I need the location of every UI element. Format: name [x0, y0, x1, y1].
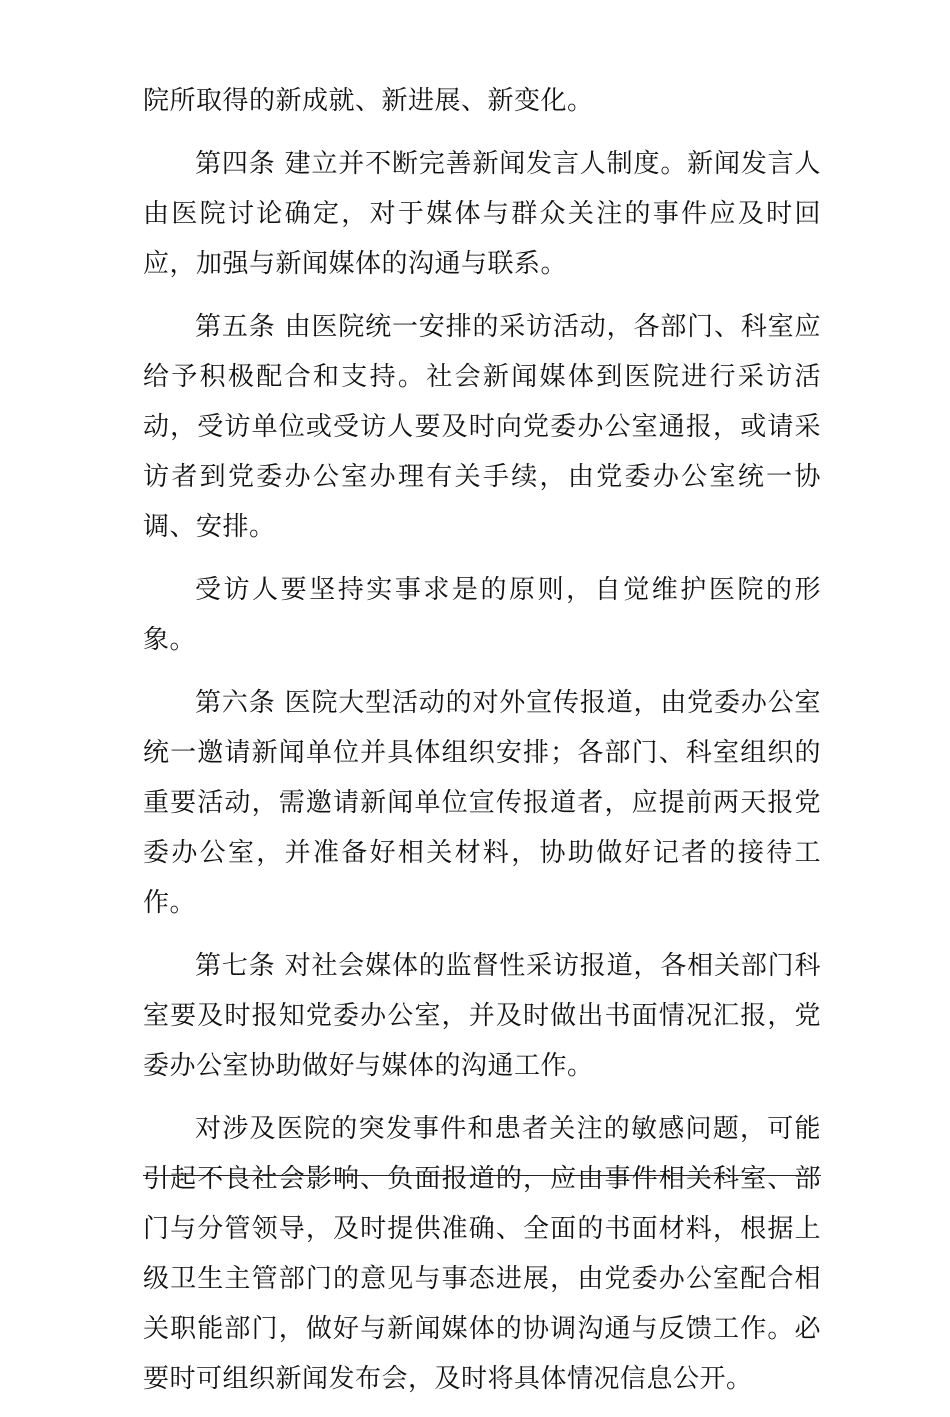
- paragraph-emergency-handling: 对涉及医院的突发事件和患者关注的敏感问题，可能引起不良社会影响、负面报道的，应由事件相关科室、部门与分管领导，及时提供准确、全面的书面材料，根据上级卫生主管部门的意见与事态进展，由党委办公室配合相关职能部门，做好与新闻媒体的协调沟通与反馈工作。必要时可组织新闻发布会，及时将具体情况信息公开。: [143, 1114, 821, 1394]
- paragraph-article-4: 第四条 建立并不断完善新闻发言人制度。新闻发言人由医院讨论确定，对于媒体与群众关注的事件应及时回应，加强与新闻媒体的沟通与联系。: [143, 149, 821, 279]
- paragraph-interviewee-principle: 受访人要坚持实事求是的原则，自觉维护医院的形象。: [143, 575, 821, 655]
- document-body: [143, 76, 821, 1417]
- footer-divider: [143, 1175, 821, 1176]
- paragraph-article-6: 第六条 医院大型活动的对外宣传报道，由党委办公室统一邀请新闻单位并具体组织安排；各部门、科室组织的重要活动，需邀请新闻单位宣传报道者，应提前两天报党委办公室，并准备好相关材料，协助做好记者的接待工作。: [143, 688, 821, 918]
- paragraph-article-7: 第七条 对社会媒体的监督性采访报道，各相关部门科室要及时报知党委办公室，并及时做出书面情况汇报，党委办公室协助做好与媒体的沟通工作。: [143, 951, 821, 1081]
- paragraph-continuation: 院所取得的新成就、新进展、新变化。: [143, 86, 594, 116]
- paragraph-article-5: 第五条 由医院统一安排的采访活动，各部门、科室应给予积极配合和支持。社会新闻媒体到医院进行采访活动，受访单位或受访人要及时向党委办公室通报，或请采访者到党委办公室办理有关手续，由党委办公室统一协调、安排。: [143, 312, 821, 542]
